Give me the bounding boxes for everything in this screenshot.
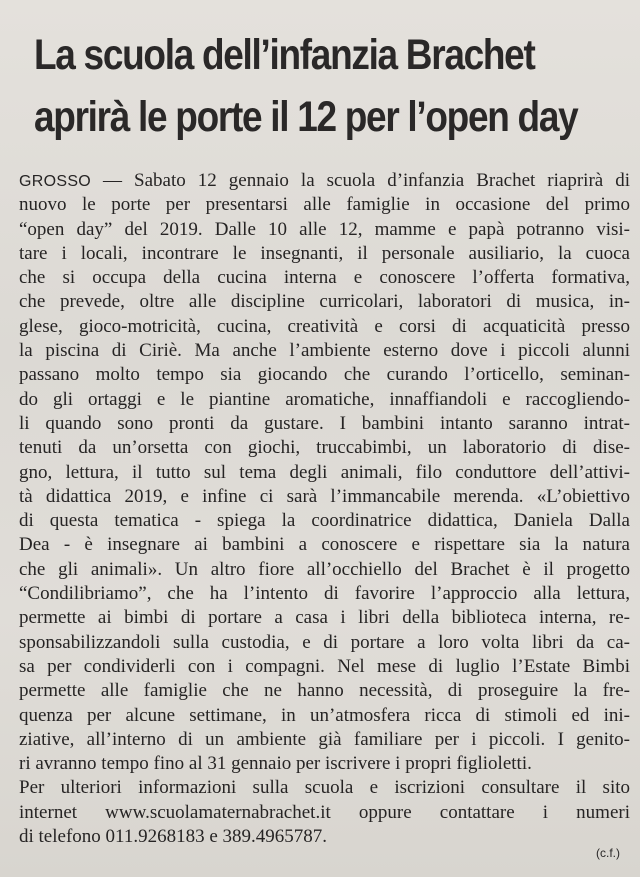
- body-line: permette alle famiglie che ne hanno necessità, di proseguire la fre-: [19, 680, 630, 702]
- article-body: [19, 169, 630, 849]
- body-line: permette ai bimbi di portare a casa i libri della biblioteca interna, re-: [19, 607, 630, 629]
- body-line: sponsabilizzandoli sulla custodia, e di portare a loro volta libri da ca-: [19, 631, 630, 653]
- headline-line-1: La scuola dell’infanzia Brachet: [34, 31, 535, 79]
- body-line: tare i locali, incontrare le insegnanti, il personale ausiliario, la cuoca: [19, 242, 630, 264]
- body-line: che gli animali». Un altro fiore all’occhiello del Brachet è il progetto: [19, 558, 630, 580]
- body-line: di questa tematica - spiega la coordinatrice didattica, Daniela Dalla: [19, 510, 630, 532]
- body-line: che prevede, oltre alle discipline curricolari, laboratori di musica, in-: [19, 291, 630, 313]
- body-line: passano molto tempo sia giocando che curando l’orticello, seminan-: [19, 364, 630, 386]
- body-line: di telefono 011.9268183 e 389.4965787.: [19, 826, 328, 848]
- body-line: Per ulteriori informazioni sulla scuola e iscrizioni consultare il sito: [19, 777, 630, 799]
- body-line: internet www.scuolamaternabrachet.it oppure contattare i numeri: [19, 801, 630, 823]
- body-line: Dea - è insegnare ai bambini a conoscere e rispettare sia la natura: [19, 534, 630, 556]
- body-line: tà didattica 2019, e infine ci sarà l’immancabile merenda. «L’obiettivo: [19, 485, 630, 507]
- body-line: nuovo le porte per presentarsi alle famiglie in occasione del primo: [19, 194, 630, 216]
- article-headline: [34, 24, 578, 148]
- body-line: ziative, all’interno di un ambiente già familiare per i piccoli. I genito-: [19, 728, 630, 750]
- author-signature: (c.f.): [596, 846, 620, 860]
- body-line: li quando sono pronti da gustare. I bambini intanto saranno intrat-: [19, 412, 630, 434]
- body-line-text: — Sabato 12 gennaio la scuola d’infanzia Brachet riaprirà di: [91, 170, 630, 191]
- headline-line-2: aprirà le porte il 12 per l’open day: [34, 93, 578, 141]
- body-line: ri avranno tempo fino al 31 gennaio per iscrivere i propri figlioletti.: [19, 753, 532, 775]
- body-line: quenza per alcune settimane, in un’atmosfera ricca di stimoli ed ini-: [19, 704, 630, 726]
- body-line: “open day” del 2019. Dalle 10 alle 12, mamme e papà potranno visi-: [19, 218, 630, 240]
- body-line: la piscina di Ciriè. Ma anche l’ambiente esterno dove i piccoli alunni: [19, 340, 630, 362]
- body-line: sa per condividerli con i compagni. Nel mese di luglio l’Estate Bimbi: [19, 655, 630, 677]
- dateline: GROSSO: [19, 173, 92, 190]
- body-line: tenuti da un’orsetta con giochi, truccabimbi, un laboratorio di dise-: [19, 437, 630, 459]
- body-line: glese, gioco-motricità, cucina, creatività e corsi di acquaticità presso: [19, 315, 630, 337]
- body-line: do gli ortaggi e le piantine aromatiche, innaffiandoli e raccogliendo-: [19, 388, 630, 410]
- body-line: gno, lettura, il tutto sul tema degli animali, filo conduttore dell’attivi-: [19, 461, 630, 483]
- body-line: [19, 169, 630, 193]
- body-line: “Condilibriamo”, che ha l’intento di favorire l’approccio alla lettura,: [19, 583, 630, 605]
- body-line: che si occupa della cucina interna e conoscere l’offerta formativa,: [19, 267, 630, 289]
